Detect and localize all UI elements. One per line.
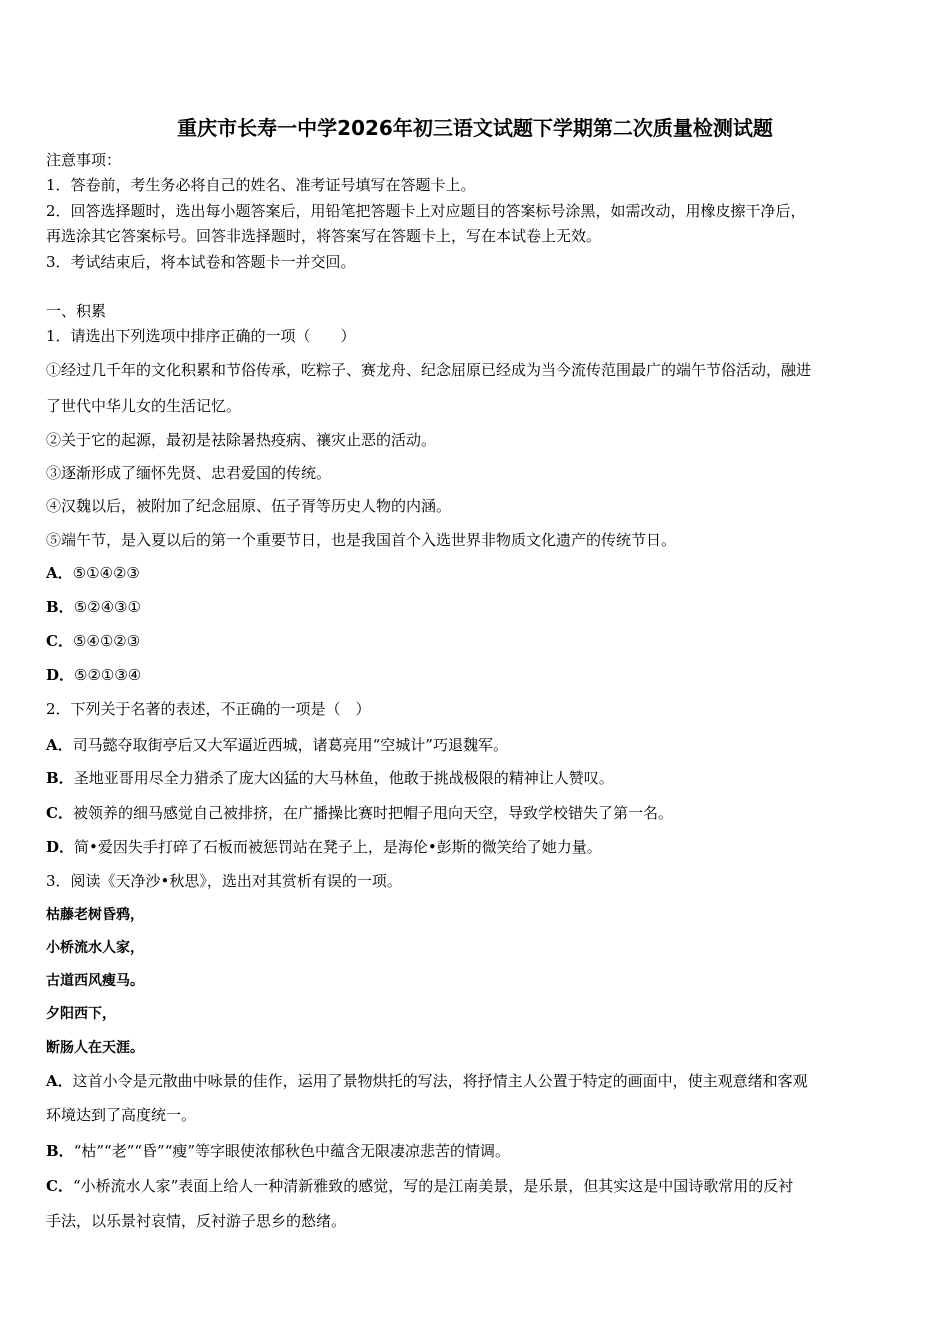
- q1-option-d: [46, 665, 141, 685]
- q2-option-b: [46, 768, 614, 788]
- poem-line: 夕阳西下，: [46, 1006, 116, 1022]
- notice-line: 1．答卷前，考生务必将自己的姓名、准考证号填写在答题卡上。: [46, 176, 476, 194]
- option-key: B．: [46, 769, 74, 787]
- q1-item: ⑤端午节，是入夏以后的第一个重要节日，也是我国首个入选世界非物质文化遗产的传统节日。: [46, 531, 677, 549]
- q2-option-a: [46, 735, 508, 755]
- q3-option-b: [46, 1141, 510, 1161]
- q2-option-d: [46, 837, 602, 857]
- option-text: ⑤②①③④: [74, 666, 142, 684]
- q1-item: ①经过几千年的文化积累和节俗传承，吃粽子、赛龙舟、纪念屈原已经成为当今流传范围最广的端午节俗活动，融进: [46, 361, 812, 379]
- option-text: ⑤①④②③: [72, 564, 140, 582]
- option-key: A．: [46, 736, 73, 754]
- option-text: 被领养的细马感觉自己被排挤，在广播操比赛时把帽子甩向天空，导致学校错失了第一名。: [72, 804, 673, 822]
- poem-line: 小桥流水人家，: [46, 940, 144, 956]
- option-key: A．: [46, 564, 73, 582]
- question-stem: 2．下列关于名著的表述，不正确的一项是（ ）: [46, 700, 371, 718]
- notice-line: 2．回答选择题时，选出每小题答案后，用铅笔把答题卡上对应题目的答案标号涂黑，如需改动，用橡皮擦干净后，: [46, 202, 806, 220]
- section-heading: 一、积累: [46, 302, 107, 320]
- q3-option-c: [46, 1176, 793, 1196]
- poem-line: 断肠人在天涯。: [46, 1040, 144, 1056]
- option-key: D．: [46, 838, 75, 856]
- q1-option-a: [46, 563, 140, 583]
- option-text: 司马懿夺取街亭后又大军逼近西城，诸葛亮用“空城计”巧退魏军。: [72, 736, 508, 754]
- q1-item: ③逐渐形成了缅怀先贤、忠君爱国的传统。: [46, 464, 332, 482]
- q1-item: ②关于它的起源，最初是祛除暑热疫病、禳灾止恶的活动。: [46, 431, 437, 449]
- q1-item: ④汉魏以后，被附加了纪念屈原、伍子胥等历史人物的内涵。: [46, 497, 452, 515]
- option-text: 圣地亚哥用尽全力猎杀了庞大凶猛的大马林鱼，他敢于挑战极限的精神让人赞叹。: [73, 769, 614, 787]
- page-title: 重庆市长寿一中学2026年初三语文试题下学期第二次质量检测试题: [177, 116, 773, 140]
- option-text: “枯”“老”“昏”“瘦”等字眼使浓郁秋色中蕴含无限凄凉悲苦的情调。: [73, 1142, 511, 1160]
- q3-option-a: [46, 1071, 808, 1091]
- q1-item: 了世代中华儿女的生活记忆。: [46, 397, 242, 415]
- q1-option-c: [46, 631, 140, 651]
- q3-option-c-cont: 手法，以乐景衬哀情，反衬游子思乡的愁绪。: [46, 1212, 347, 1230]
- q1-option-b: [46, 597, 141, 617]
- notice-line: 3．考试结束后，将本试卷和答题卡一并交回。: [46, 253, 356, 271]
- question-stem: 1．请选出下列选项中排序正确的一项（ ）: [46, 327, 356, 345]
- option-text: “小桥流水人家”表面上给人一种清新雅致的感觉，写的是江南美景，是乐景，但其实这是中国诗歌常用的反衬: [72, 1177, 794, 1195]
- option-key: D．: [46, 666, 75, 684]
- option-key: C．: [46, 632, 73, 650]
- option-key: C．: [46, 1177, 73, 1195]
- notice-heading: 注意事项：: [46, 151, 122, 169]
- q2-option-c: [46, 803, 673, 823]
- option-text: ⑤②④③①: [73, 598, 141, 616]
- q3-option-a-cont: 环境达到了高度统一。: [46, 1106, 197, 1124]
- option-key: B．: [46, 598, 74, 616]
- question-stem: 3．阅读《天净沙•秋思》，选出对其赏析有误的一项。: [46, 872, 402, 890]
- option-key: A．: [46, 1072, 73, 1090]
- poem-line: 古道西风瘦马。: [46, 973, 144, 989]
- option-key: B．: [46, 1142, 74, 1160]
- option-key: C．: [46, 804, 73, 822]
- option-text: ⑤④①②③: [72, 632, 141, 650]
- notice-line: 再选涂其它答案标号。回答非选择题时，将答案写在答题卡上，写在本试卷上无效。: [46, 227, 602, 245]
- option-text: 简•爱因失手打碎了石板而被惩罚站在凳子上，是海伦•彭斯的微笑给了她力量。: [74, 838, 602, 856]
- option-text: 这首小令是元散曲中咏景的佳作，运用了景物烘托的写法，将抒情主人公置于特定的画面中，使主观意绪和客观: [72, 1072, 808, 1090]
- poem-line: 枯藤老树昏鸦，: [46, 907, 144, 923]
